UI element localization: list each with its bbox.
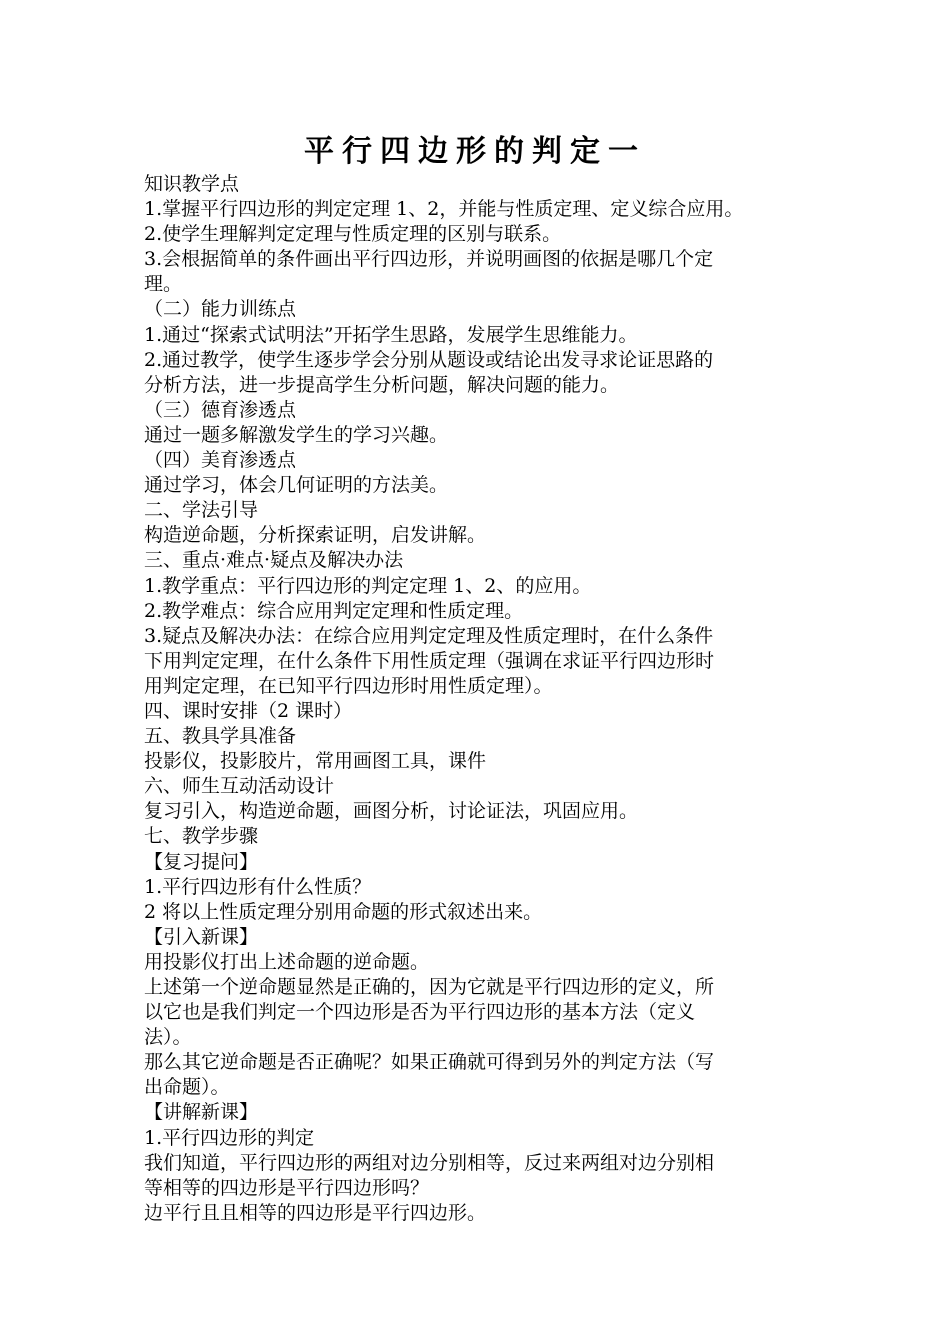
text-line: 法）。 [144, 1026, 192, 1049]
text-line: （三）德育渗透点 [144, 398, 297, 421]
text-line: 下用判定定理，在什么条件下用性质定理（强调在求证平行四边形时 [144, 649, 715, 672]
text-line: 以它也是我们判定一个四边形是否为平行四边形的基本方法（定义 [144, 1001, 696, 1024]
text-line: 【引入新课】 [144, 925, 259, 948]
text-line: 知识教学点 [144, 173, 240, 195]
text-line: 用判定定理，在已知平行四边形时用性质定理）。 [144, 674, 553, 697]
text-line: 出命题）。 [144, 1076, 230, 1099]
text-line: 1.通过“探索式试明法”开拓学生思路，发展学生思维能力。 [144, 323, 638, 346]
text-line: 通过学习，体会几何证明的方法美。 [144, 474, 449, 497]
text-line: 理。 [144, 273, 183, 296]
text-line: 【讲解新课】 [144, 1101, 259, 1124]
text-line: 上述第一个逆命题显然是正确的，因为它就是平行四边形的定义，所 [144, 976, 715, 998]
text-line: 四、课时安排（2 课时） [144, 699, 353, 722]
text-line: 用投影仪打出上述命题的逆命题。 [144, 950, 430, 973]
text-line: 我们知道，平行四边形的两组对边分别相等，反过来两组对边分别相 [144, 1151, 715, 1174]
text-line: 投影仪，投影胶片，常用画图工具，课件 [144, 750, 487, 773]
text-line: 分析方法，进一步提高学生分析问题，解决问题的能力。 [144, 373, 620, 396]
text-line: 2.教学难点：综合应用判定定理和性质定理。 [144, 599, 524, 622]
text-line: 2.使学生理解判定定理与性质定理的区别与联系。 [144, 223, 562, 246]
document-body [144, 172, 810, 1226]
text-line: 【复习提问】 [144, 850, 259, 873]
text-line: 三、重点·难点·疑点及解决办法 [144, 549, 404, 572]
text-line: 边平行且且相等的四边形是平行四边形。 [144, 1201, 487, 1224]
text-line: 那么其它逆命题是否正确呢？如果正确就可得到另外的判定方法（写 [144, 1051, 715, 1074]
text-line: 七、教学步骤 [144, 825, 259, 848]
text-line: （二）能力训练点 [144, 298, 297, 321]
text-line: 六、师生互动活动设计 [144, 775, 335, 798]
text-line: 二、学法引导 [144, 499, 259, 522]
text-line: 2.通过教学，使学生逐步学会分别从题设或结论出发寻求论证思路的 [144, 348, 714, 371]
text-line: 3.疑点及解决办法：在综合应用判定定理及性质定理时，在什么条件 [144, 624, 714, 647]
text-line: 1.掌握平行四边形的判定定理 1、2，并能与性质定理、定义综合应用。 [144, 198, 744, 221]
text-line: 1.教学重点：平行四边形的判定定理 1、2、的应用。 [144, 574, 592, 597]
document-title: 平行四边形的判定一 [304, 134, 646, 169]
text-line: 等相等的四边形是平行四边形吗？ [144, 1176, 430, 1199]
text-line: 复习引入，构造逆命题，画图分析，讨论证法，巩固应用。 [144, 800, 639, 823]
text-line: 3.会根据简单的条件画出平行四边形，并说明画图的依据是哪几个定 [144, 248, 714, 271]
text-line: （四）美育渗透点 [144, 449, 297, 472]
text-line: 1.平行四边形有什么性质？ [144, 875, 372, 898]
text-line: 通过一题多解激发学生的学习兴趣。 [144, 423, 449, 446]
text-line: 1.平行四边形的判定 [144, 1126, 315, 1149]
text-line: 2 将以上性质定理分别用命题的形式叙述出来。 [144, 900, 543, 923]
text-line: 构造逆命题，分析探索证明，启发讲解。 [144, 524, 487, 547]
text-line: 五、教具学具准备 [144, 725, 297, 748]
